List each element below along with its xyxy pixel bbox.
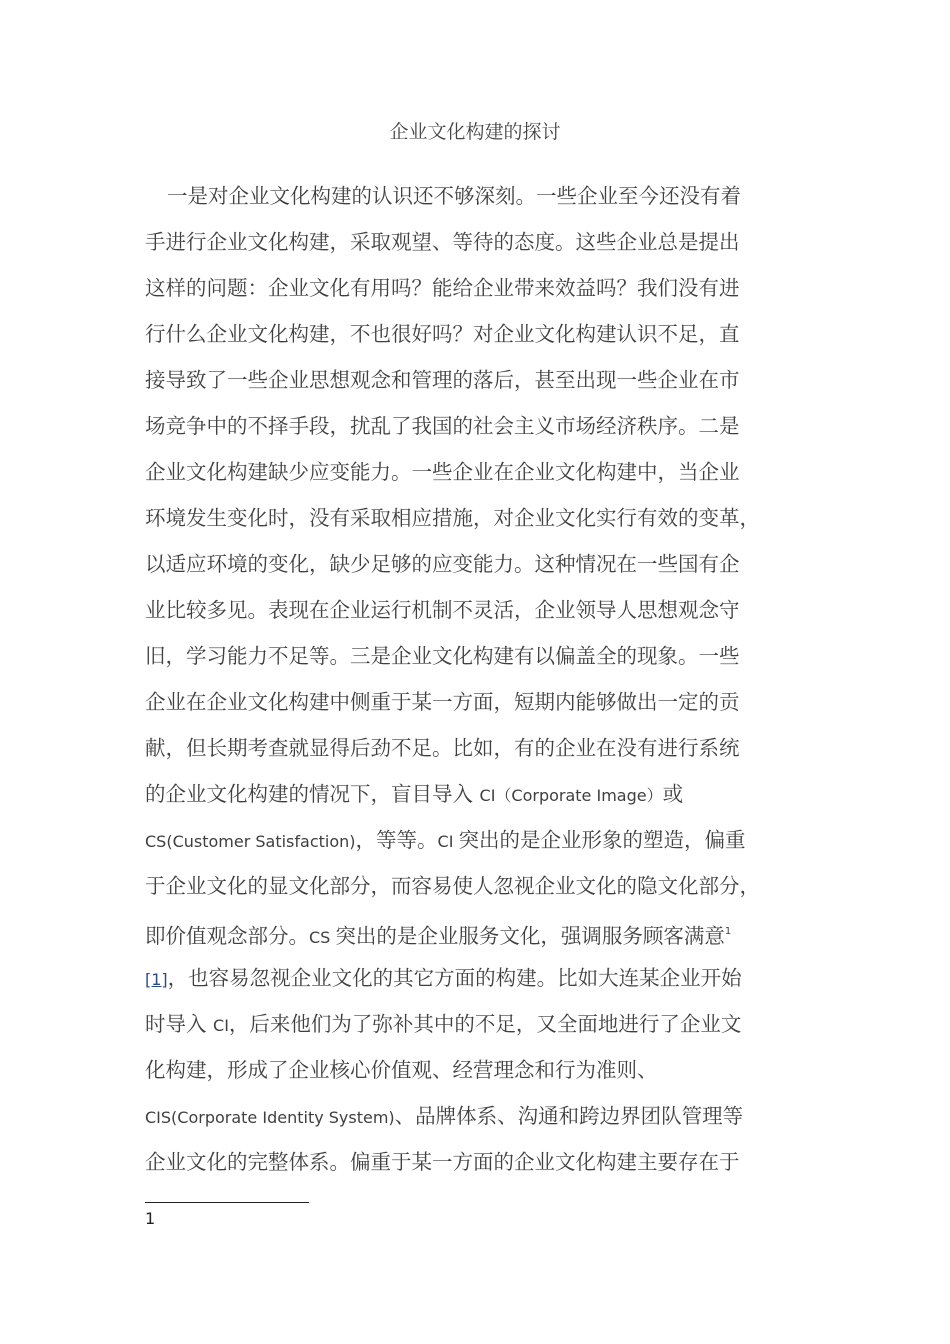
text-segment: 时导入 [145,1012,214,1036]
text-line [145,826,825,872]
citation-link[interactable]: [1] [145,970,168,989]
text-line: 一是对企业文化构建的认识还不够深刻。一些企业至今还没有着 [167,184,741,208]
text-segment: 即价值观念部分。 [145,924,309,948]
text-segment-latin: CS(Customer Satisfaction) [145,832,356,851]
text-line: 献，但长期考查就显得后劲不足。比如，有的企业在没有进行系统 [145,736,740,760]
text-line: 这样的问题：企业文化有用吗？能给企业带来效益吗？我们没有进 [145,276,740,300]
text-segment: ，后来他们为了弥补其中的不足，又全面地进行了企业文 [228,1012,742,1036]
footnote-separator [145,1202,309,1203]
text-line: 企业文化构建缺少应变能力。一些企业在企业文化构建中，当企业 [145,460,740,484]
text-line: 接导致了一些企业思想观念和管理的落后，甚至出现一些企业在市 [145,368,740,392]
text-segment-latin: CIS(Corporate Identity System) [145,1108,395,1127]
footnote-number: 1 [145,1209,156,1228]
text-segment-latin: CI（Corporate Image） [479,786,663,805]
text-segment-latin: CI [437,832,459,851]
text-line: 于企业文化的显文化部分，而容易使人忽视企业文化的隐文化部分， [145,874,760,898]
text-line: 环境发生变化时，没有采取相应措施，对企业文化实行有效的变革， [145,506,760,530]
text-line: 业比较多见。表现在企业运行机制不灵活，企业领导人思想观念守 [145,598,740,622]
text-segment: 或 [662,782,684,806]
text-segment: 突出的是企业服务文化，强调服务顾客满意 [335,924,725,948]
text-line [145,964,825,1010]
text-segment-latin: CI [213,1016,229,1035]
text-segment: ，等等。 [355,828,438,852]
body-text [145,182,825,1194]
text-line [145,918,825,964]
text-segment: 突出的是企业形象的塑造，偏重 [458,828,746,852]
text-line: 企业在企业文化构建中侧重于某一方面，短期内能够做出一定的贡 [145,690,740,714]
text-segment: ，也容易忽视企业文化的其它方面的构建。比如大连某企业开始 [167,966,742,990]
text-line: 行什么企业文化构建，不也很好吗？对企业文化构建认识不足，直 [145,322,740,346]
text-segment: 的企业文化构建的情况下，盲目导入 [145,782,480,806]
text-line [145,1010,825,1056]
text-line [145,1102,825,1148]
text-line [145,780,825,826]
text-line: 场竞争中的不择手段，扰乱了我国的社会主义市场经济秩序。二是 [145,414,740,438]
text-segment-latin: CS [309,928,336,947]
text-line: 以适应环境的变化，缺少足够的应变能力。这种情况在一些国有企 [145,552,740,576]
text-line: 化构建，形成了企业核心价值观、经营理念和行为准则、 [145,1058,658,1082]
text-line: 旧，学习能力不足等。三是企业文化构建有以偏盖全的现象。一些 [145,644,740,668]
document-title: 企业文化构建的探讨 [389,121,561,143]
text-line: 企业文化的完整体系。偏重于某一方面的企业文化构建主要存在于 [145,1150,740,1174]
text-line: 手进行企业文化构建，采取观望、等待的态度。这些企业总是提出 [145,230,740,254]
footnote-mark[interactable]: 1 [724,926,732,937]
text-segment: 、品牌体系、沟通和跨边界团队管理等 [394,1104,744,1128]
